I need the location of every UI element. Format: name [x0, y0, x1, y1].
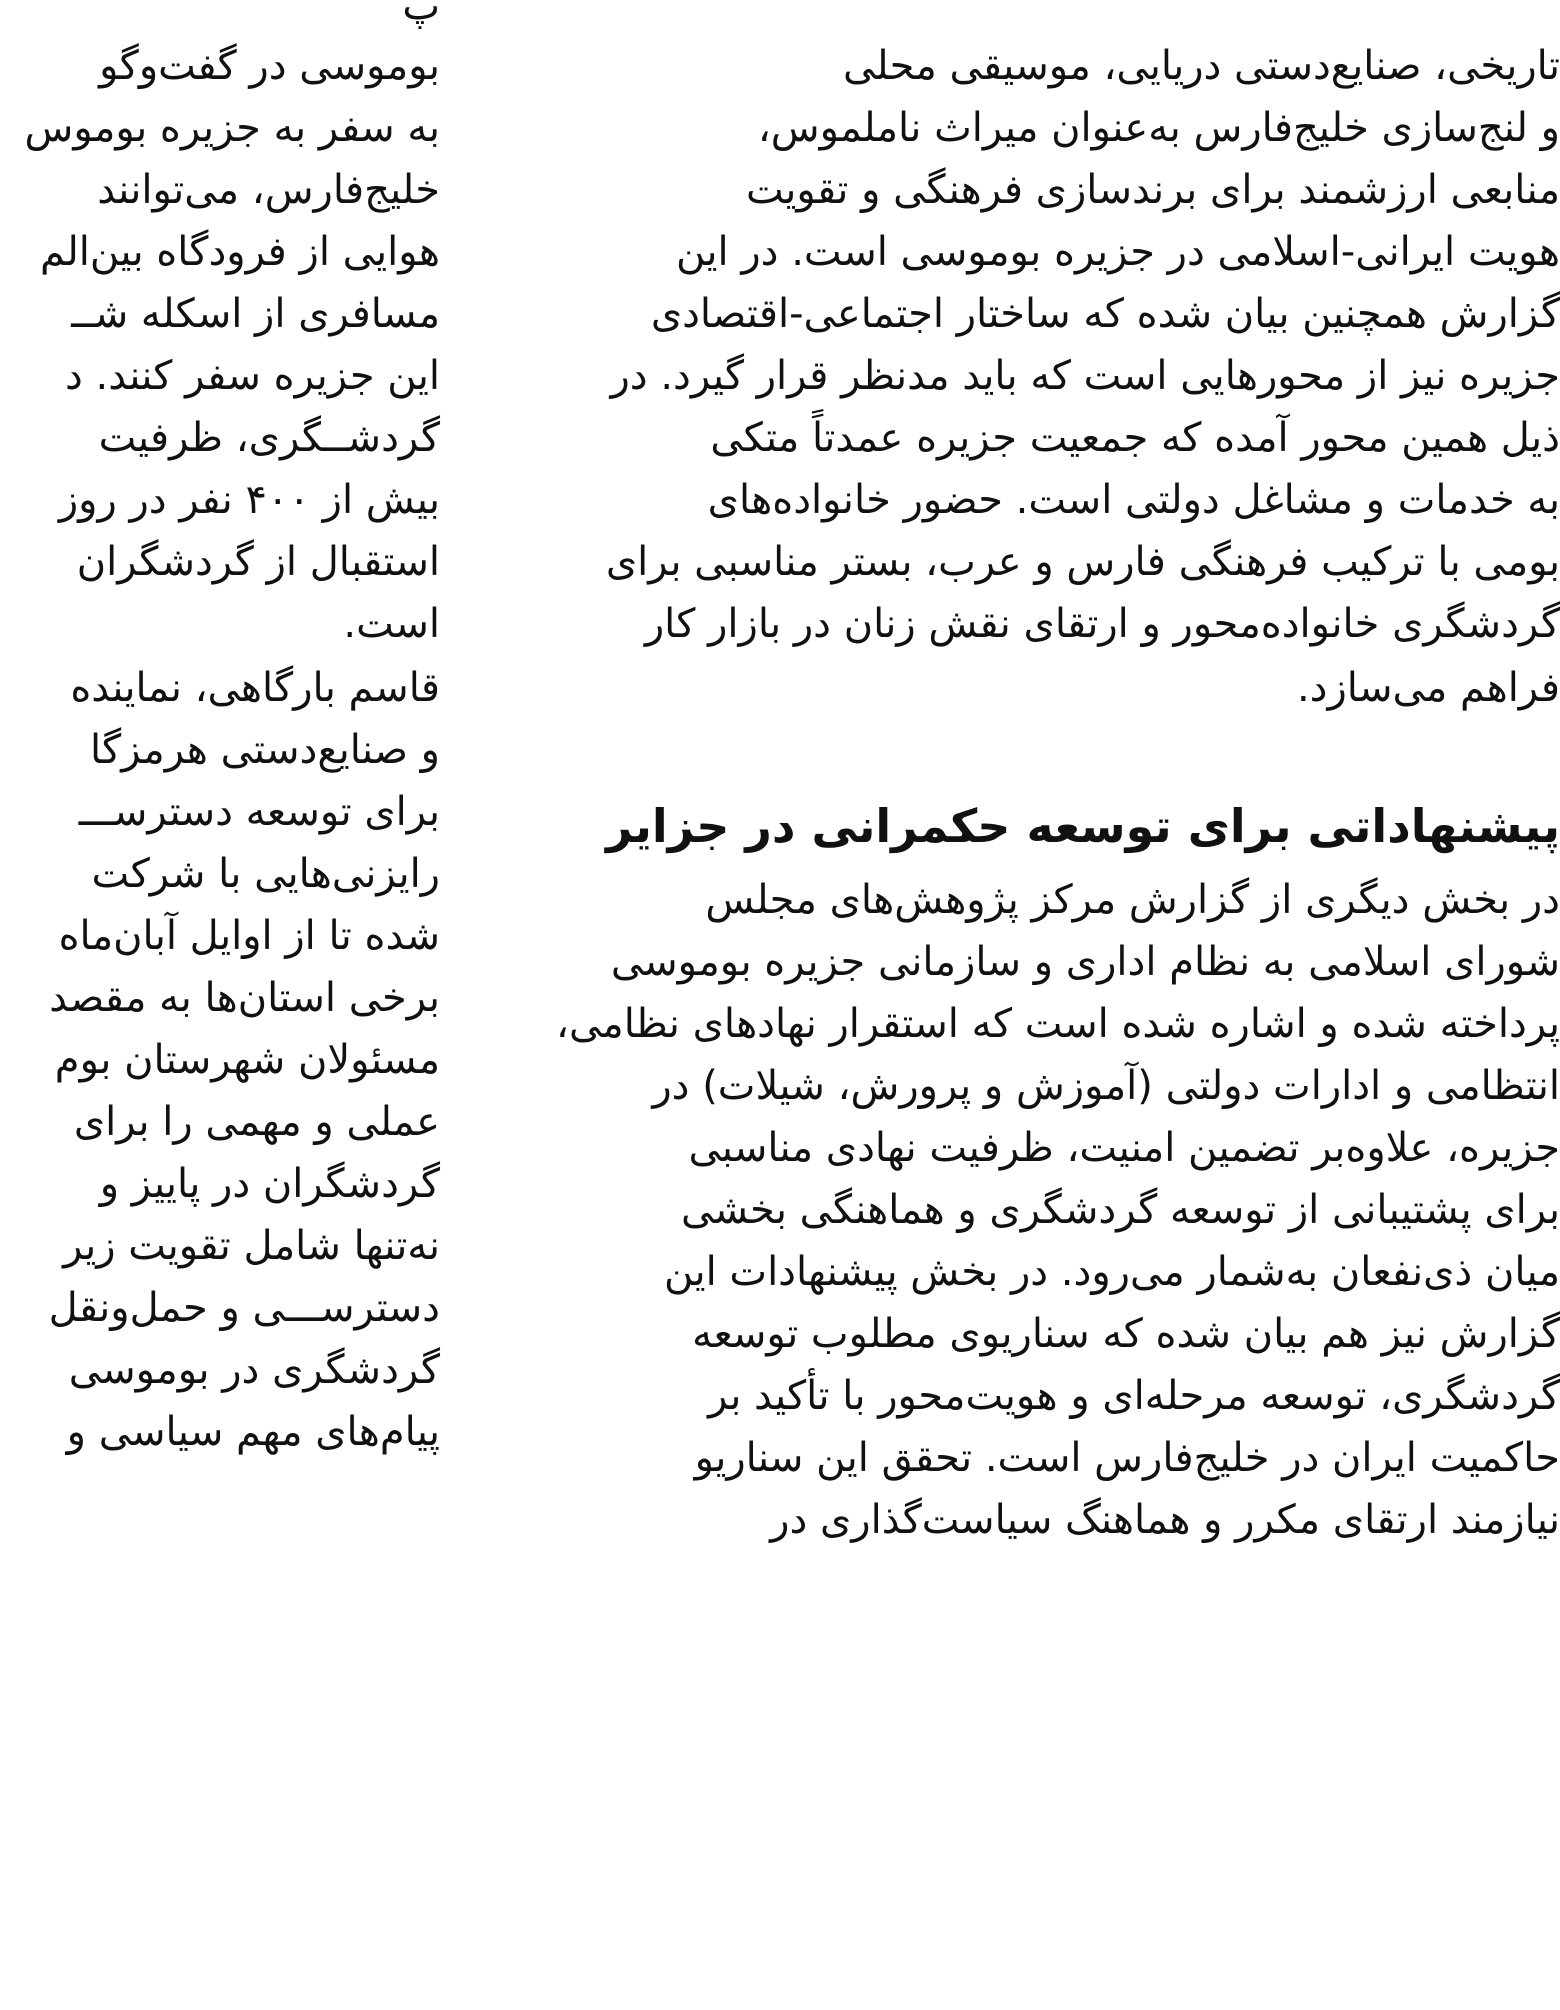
right-line-6: جزیره نیز از محورهایی است که باید مدنظر قرار گیرد. در [610, 353, 1560, 399]
right-line-21: گردشگری، توسعه مرحله‌ای و هویت‌محور با تأکید بر [708, 1373, 1560, 1419]
left-line-22: دسترســـی و حمل‌ونقل [48, 1285, 440, 1331]
left-line-10: استقبال از گردشگران [76, 539, 440, 585]
left-line-2: بوموسی در گفت‌وگو [99, 43, 440, 89]
right-line-3: منابعی ارزشمند برای برندسازی فرهنگی و تقویت [745, 167, 1560, 213]
left-line-24: پیام‌های مهم سیاسی و [66, 1409, 440, 1455]
left-line-15: رایزنی‌هایی با شرکت [91, 851, 440, 897]
right-line-14: شورای اسلامی به نظام اداری و سازمانی جزیره بوموسی [610, 939, 1560, 985]
right-line-7: ذیل همین محور آمده که جمعیت جزیره عمدتاً متکی [710, 415, 1560, 461]
left-line-7: این جزیره سفر کنند. د [64, 353, 440, 399]
left-line-9: بیش از ۴۰۰ نفر در روز [58, 477, 440, 523]
left-line-3: به سفر به جزیره بوموس [24, 105, 440, 151]
right-line-4: هویت ایرانی-اسلامی در جزیره بوموسی است. در این [675, 229, 1560, 275]
left-line-6: مسافری از اسکله شــ [71, 291, 440, 337]
right-line-13: در بخش دیگری از گزارش مرکز پژوهش‌های مجلس [705, 877, 1560, 923]
right-line-2: و لنج‌سازی خلیج‌فارس به‌عنوان میراث ناملموس، [757, 105, 1560, 151]
left-line-5: هوایی از فرودگاه بین‌الم [40, 229, 440, 275]
right-line-10: گردشگری خانواده‌محور و ارتقای نقش زنان در بازار کار [644, 601, 1560, 647]
right-line-20: گزارش نیز هم بیان شده که سناریوی مطلوب توسعه [692, 1311, 1560, 1357]
left-line-1: پ [402, 0, 440, 29]
section-heading: پیشنهاداتی برای توسعه حکمرانی در جزایر [605, 799, 1560, 853]
right-line-9: بومی با ترکیب فرهنگی فارس و عرب، بستر مناسبی برای [605, 539, 1560, 585]
left-line-16: شده تا از اوایل آبان‌ماه [58, 913, 440, 959]
right-line-23: نیازمند ارتقای مکرر و هماهنگ سیاست‌گذاری در [770, 1497, 1560, 1543]
left-line-4: خلیج‌فارس، می‌توانند [97, 167, 440, 213]
right-line-15: پرداخته شده و اشاره شده است که استقرار نهادهای نظامی، [556, 1001, 1560, 1047]
left-line-17: برخی استان‌ها به مقصد [49, 975, 440, 1021]
left-line-13: و صنایع‌دستی هرمزگا [89, 727, 440, 773]
right-line-19: میان ذی‌نفعان به‌شمار می‌رود. در بخش پیشنهادات این [664, 1249, 1560, 1295]
right-line-5: گزارش همچنین بیان شده که ساختار اجتماعی-اقتصادی [650, 291, 1560, 337]
right-line-17: جزیره، علاوه‌بر تضمین امنیت، ظرفیت نهادی مناسبی [688, 1125, 1560, 1171]
left-line-8: گردشــگری، ظرفیت [98, 415, 440, 461]
right-line-18: برای پشتیبانی از توسعه گردشگری و هماهنگی بخشی [680, 1187, 1560, 1233]
left-line-20: گردشگران در پاییز و [99, 1161, 440, 1207]
right-line-1: تاریخی، صنایع‌دستی دریایی، موسیقی محلی [843, 43, 1560, 89]
right-line-22: حاکمیت ایران در خلیج‌فارس است. تحقق این سناریو [694, 1435, 1560, 1481]
right-line-16: انتظامی و ادارات دولتی (آموزش و پرورش، شیلات) در [652, 1063, 1560, 1109]
right-line-11: فراهم می‌سازد. [1296, 665, 1560, 711]
left-line-18: مسئولان شهرستان بوم [54, 1037, 440, 1083]
left-line-19: عملی و مهمی را برای [73, 1099, 440, 1145]
left-line-21: نه‌تنها شامل تقویت زیر [63, 1223, 440, 1269]
left-line-23: گردشگری در بوموسی [68, 1347, 440, 1393]
left-line-12: قاسم بارگاهی، نماینده [70, 665, 440, 711]
left-line-11: است. [343, 601, 440, 647]
right-line-8: به خدمات و مشاغل دولتی است. حضور خانواده‌های [707, 477, 1560, 523]
left-line-14: برای توسعه دسترســـ [78, 789, 440, 835]
